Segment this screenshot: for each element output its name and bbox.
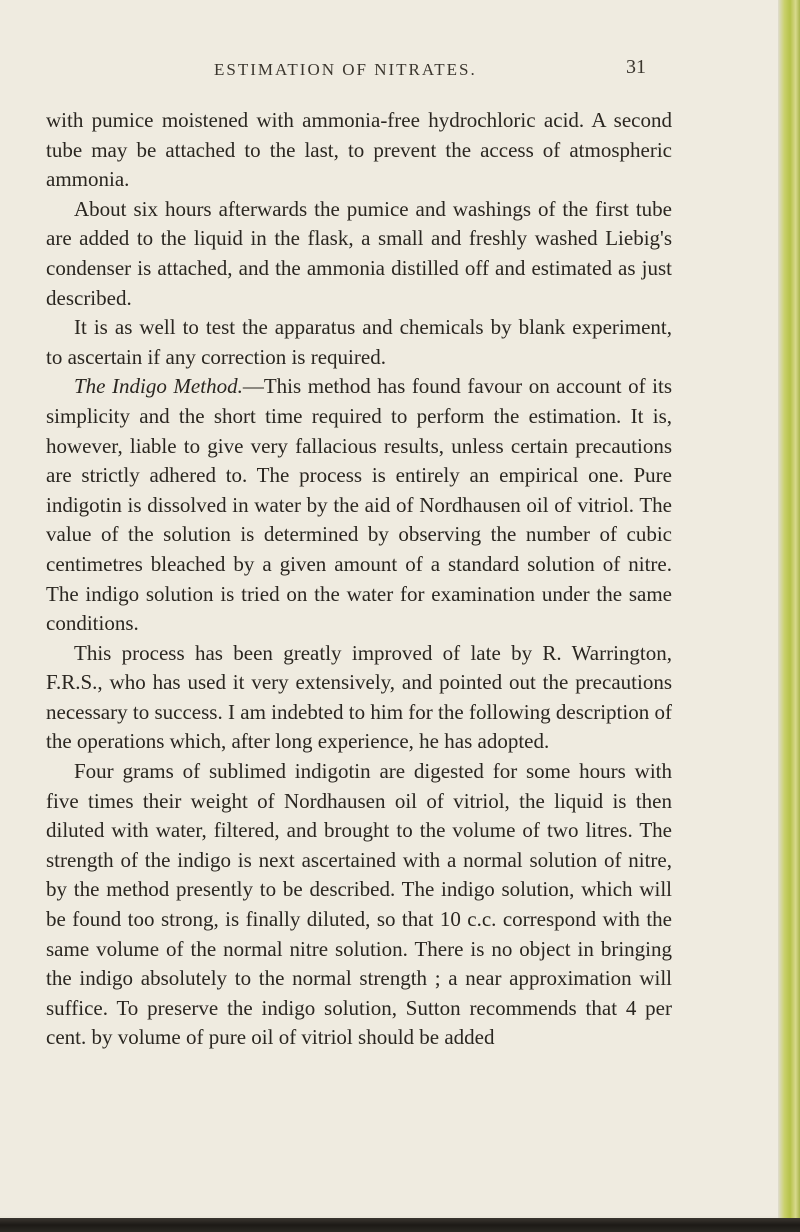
paragraph-4 xyxy=(46,372,672,638)
paragraph-1 xyxy=(46,106,672,195)
page-edge-bottom xyxy=(0,1218,800,1232)
paragraph-2 xyxy=(46,195,672,313)
paragraph-1-text: with pumice moistened with ammonia-free hydrochloric acid. A second tube may be attached to the last, to prevent the access of atmospheric ammonia. xyxy=(46,108,672,192)
paragraph-6-text: Four grams of sublimed indigotin are digested for some hours with five times their weight of Nordhausen oil of vitriol, the liquid is then diluted with water, filtered, and brought to the volume of two litres. The strength of the indigo is next ascertained with a normal solution of nitre, by the method presently to be described. The indigo solution, which will be found too strong, is finally diluted, so that 10 c.c. correspond with the same volume of the normal nitre solution. There is no object in bringing the indigo absolutely to the normal strength ; a near approximation will suffice. To preserve the indigo solution, Sutton recommends that 4 per cent. by volume of pure oil of vitriol should be added xyxy=(46,759,672,1050)
page-edge-right xyxy=(778,0,800,1232)
paragraph-6 xyxy=(46,757,672,1053)
section-heading-indigo-method: The Indigo Method. xyxy=(74,374,243,399)
page-number: 31 xyxy=(626,56,646,78)
paragraph-3 xyxy=(46,313,672,372)
paragraph-5-text: This process has been greatly improved of late by R. Warrington, F.R.S., who has used it very extensively, and pointed out the precautions necessary to success. I am indebted to him for the following description of the operations which, after long experience, he has adopted. xyxy=(46,640,672,754)
paragraph-5 xyxy=(46,639,672,757)
paragraph-4-text: —This method has found favour on account of its simplicity and the short time required to perform the estimation. It is, however, liable to give very fallacious results, unless certain precautions are strictly adhered to. The process is entirely an empirical one. Pure indigotin is dissolved in water by the aid of Nordhausen oil of vitriol. The value of the solution is determined by observing the number of cubic centimetres bleached by a given amount of a standard solution of nitre. The indigo solution is tried on the water for examination under the same conditions. xyxy=(46,374,673,636)
running-head: ESTIMATION OF NITRATES. xyxy=(214,60,477,79)
paragraph-2-text: About six hours afterwards the pumice and washings of the first tube are added to the liquid in the flask, a small and freshly washed Liebig's condenser is attached, and the ammonia distilled off and estimated as just described. xyxy=(46,196,672,310)
paragraph-3-text: It is as well to test the apparatus and chemicals by blank experiment, to ascertain if any correction is required. xyxy=(46,315,672,369)
body-text xyxy=(46,106,672,1053)
